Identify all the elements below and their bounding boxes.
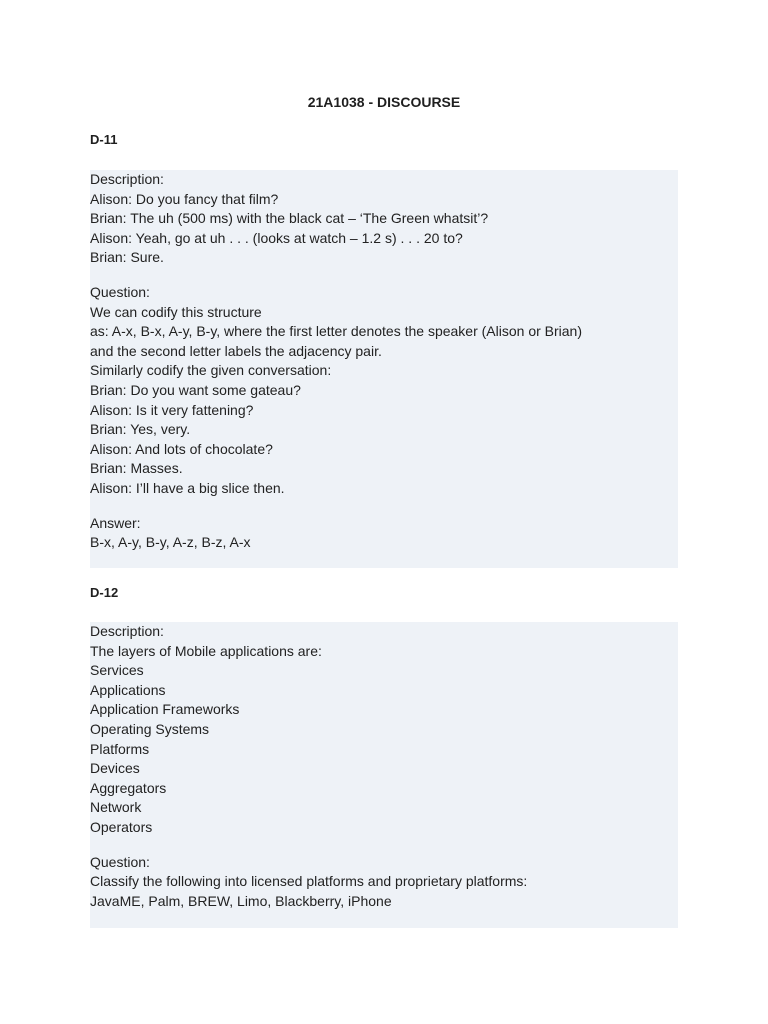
section-heading-d12: D-12: [90, 585, 119, 600]
question-line: Alison: I’ll have a big slice then.: [90, 479, 285, 496]
section-block-d12: [90, 622, 678, 928]
question-line: Classify the following into licensed platforms and proprietary platforms:: [90, 873, 528, 890]
description-line: Platforms: [90, 740, 150, 757]
document-title: 21A1038 - DISCOURSE: [307, 94, 461, 110]
answer-line: B-x, A-y, B-y, A-z, B-z, A-x: [90, 534, 251, 551]
question-line: as: A-x, B-x, A-y, B-y, where the first letter denotes the speaker (Alison or Brian): [90, 323, 583, 340]
question-line: and the second letter labels the adjacency pair.: [90, 342, 382, 359]
section-block-d11: [90, 170, 678, 568]
question-line: JavaME, Palm, BREW, Limo, Blackberry, iPhone: [90, 892, 392, 909]
description-line: Operating Systems: [90, 720, 210, 737]
question-line: Brian: Yes, very.: [90, 421, 191, 438]
description-line: Alison: Do you fancy that film?: [90, 190, 279, 207]
question-label: Question:: [90, 853, 150, 870]
question-label: Question:: [90, 283, 150, 300]
description-line: Aggregators: [90, 779, 167, 796]
question-line: Brian: Do you want some gateau?: [90, 381, 301, 398]
question-line: Similarly codify the given conversation:: [90, 362, 332, 379]
description-line: Application Frameworks: [90, 701, 240, 718]
description-line: Services: [90, 662, 144, 679]
description-line: Devices: [90, 760, 140, 777]
description-line: Applications: [90, 681, 166, 698]
section-heading-d11: D-11: [90, 132, 118, 147]
description-line: Alison: Yeah, go at uh . . . (looks at watch – 1.2 s) . . . 20 to?: [90, 229, 463, 246]
description-line: Brian: The uh (500 ms) with the black cat – ‘The Green whatsit’?: [90, 210, 489, 227]
description-line: Operators: [90, 818, 153, 835]
description-line: The layers of Mobile applications are:: [90, 642, 322, 659]
question-line: Alison: Is it very fattening?: [90, 401, 254, 418]
question-line: Alison: And lots of chocolate?: [90, 440, 273, 457]
description-line: Network: [90, 799, 142, 816]
description-label: Description:: [90, 171, 164, 187]
question-line: We can codify this structure: [90, 303, 262, 320]
question-line: Brian: Masses.: [90, 460, 183, 477]
answer-label: Answer:: [90, 514, 141, 531]
description-line: Brian: Sure.: [90, 249, 164, 266]
description-label: Description:: [90, 623, 164, 639]
